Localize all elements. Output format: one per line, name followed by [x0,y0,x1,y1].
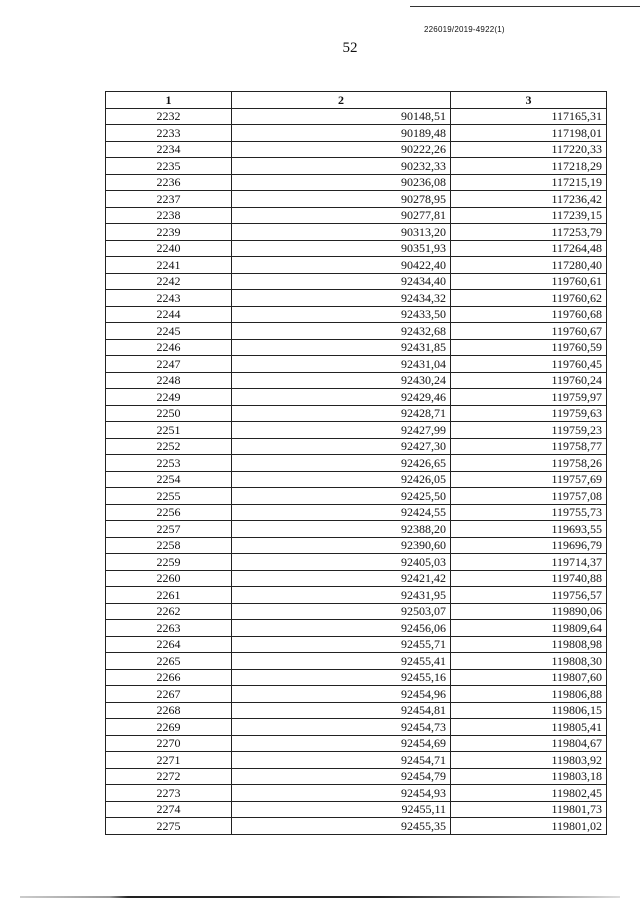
y-coordinate-cell: 119759,63 [451,405,607,422]
y-coordinate-cell: 119756,57 [451,587,607,604]
y-coordinate-cell: 119801,02 [451,818,607,835]
point-number-cell: 2252 [106,438,232,455]
y-coordinate-cell: 119759,97 [451,389,607,406]
table-row [106,438,607,455]
x-coordinate-cell: 92390,60 [232,537,451,554]
column-header-3: 3 [451,92,607,109]
table-row [106,339,607,356]
point-number-cell: 2250 [106,405,232,422]
x-coordinate-cell: 92434,40 [232,273,451,290]
y-coordinate-cell: 119760,62 [451,290,607,307]
y-coordinate-cell: 119808,30 [451,653,607,670]
x-coordinate-cell: 90422,40 [232,257,451,274]
x-coordinate-cell: 92431,04 [232,356,451,373]
table-row [106,521,607,538]
point-number-cell: 2274 [106,801,232,818]
table-row [106,818,607,835]
y-coordinate-cell: 119808,98 [451,636,607,653]
y-coordinate-cell: 119809,64 [451,620,607,637]
point-number-cell: 2234 [106,141,232,158]
x-coordinate-cell: 92421,42 [232,570,451,587]
x-coordinate-cell: 92434,32 [232,290,451,307]
y-coordinate-cell: 117253,79 [451,224,607,241]
x-coordinate-cell: 92428,71 [232,405,451,422]
document-id: 226019/2019-4922(1) [424,25,505,34]
x-coordinate-cell: 92429,46 [232,389,451,406]
point-number-cell: 2254 [106,471,232,488]
x-coordinate-cell: 90277,81 [232,207,451,224]
point-number-cell: 2260 [106,570,232,587]
column-header-2: 2 [232,92,451,109]
table-row [106,537,607,554]
x-coordinate-cell: 90236,08 [232,174,451,191]
table-row [106,488,607,505]
x-coordinate-cell: 92405,03 [232,554,451,571]
table-row [106,669,607,686]
y-coordinate-cell: 119807,60 [451,669,607,686]
x-coordinate-cell: 92454,69 [232,735,451,752]
point-number-cell: 2268 [106,702,232,719]
point-number-cell: 2253 [106,455,232,472]
point-number-cell: 2243 [106,290,232,307]
table-row [106,471,607,488]
y-coordinate-cell: 117198,01 [451,125,607,142]
table-row [106,273,607,290]
bottom-rule [20,896,620,898]
table-row [106,422,607,439]
y-coordinate-cell: 119760,68 [451,306,607,323]
y-coordinate-cell: 119801,73 [451,801,607,818]
point-number-cell: 2275 [106,818,232,835]
y-coordinate-cell: 119757,08 [451,488,607,505]
y-coordinate-cell: 117280,40 [451,257,607,274]
table-row [106,603,607,620]
table-row [106,290,607,307]
table-row [106,224,607,241]
point-number-cell: 2244 [106,306,232,323]
y-coordinate-cell: 119805,41 [451,719,607,736]
point-number-cell: 2247 [106,356,232,373]
table-row [106,653,607,670]
y-coordinate-cell: 119802,45 [451,785,607,802]
table-row [106,141,607,158]
table-row [106,372,607,389]
x-coordinate-cell: 92431,95 [232,587,451,604]
point-number-cell: 2272 [106,768,232,785]
table-row [106,785,607,802]
table-row [106,735,607,752]
x-coordinate-cell: 90351,93 [232,240,451,257]
y-coordinate-cell: 119757,69 [451,471,607,488]
point-number-cell: 2239 [106,224,232,241]
point-number-cell: 2261 [106,587,232,604]
point-number-cell: 2265 [106,653,232,670]
point-number-cell: 2251 [106,422,232,439]
page-number: 52 [342,40,358,56]
table-row [106,257,607,274]
x-coordinate-cell: 92426,65 [232,455,451,472]
x-coordinate-cell: 90222,26 [232,141,451,158]
table-row [106,768,607,785]
x-coordinate-cell: 92427,99 [232,422,451,439]
y-coordinate-cell: 119696,79 [451,537,607,554]
y-coordinate-cell: 119759,23 [451,422,607,439]
y-coordinate-cell: 119714,37 [451,554,607,571]
point-number-cell: 2255 [106,488,232,505]
x-coordinate-cell: 90313,20 [232,224,451,241]
point-number-cell: 2242 [106,273,232,290]
x-coordinate-cell: 92424,55 [232,504,451,521]
y-coordinate-cell: 119803,18 [451,768,607,785]
table-row [106,323,607,340]
x-coordinate-cell: 92455,71 [232,636,451,653]
table-row [106,306,607,323]
point-number-cell: 2245 [106,323,232,340]
point-number-cell: 2270 [106,735,232,752]
x-coordinate-cell: 92455,41 [232,653,451,670]
table-row [106,686,607,703]
x-coordinate-cell: 92454,79 [232,768,451,785]
table-row [106,158,607,175]
point-number-cell: 2271 [106,752,232,769]
table-row [106,389,607,406]
x-coordinate-cell: 90278,95 [232,191,451,208]
table-row [106,752,607,769]
table-body [106,108,607,834]
x-coordinate-cell: 90232,33 [232,158,451,175]
y-coordinate-cell: 119804,67 [451,735,607,752]
y-coordinate-cell: 117239,15 [451,207,607,224]
x-coordinate-cell: 92426,05 [232,471,451,488]
table-row [106,620,607,637]
table-row [106,504,607,521]
point-number-cell: 2263 [106,620,232,637]
x-coordinate-cell: 92454,93 [232,785,451,802]
x-coordinate-cell: 92456,06 [232,620,451,637]
table-row [106,570,607,587]
x-coordinate-cell: 92388,20 [232,521,451,538]
point-number-cell: 2266 [106,669,232,686]
y-coordinate-cell: 119760,45 [451,356,607,373]
x-coordinate-cell: 92425,50 [232,488,451,505]
y-coordinate-cell: 119890,06 [451,603,607,620]
x-coordinate-cell: 92455,16 [232,669,451,686]
y-coordinate-cell: 119758,26 [451,455,607,472]
point-number-cell: 2264 [106,636,232,653]
point-number-cell: 2240 [106,240,232,257]
x-coordinate-cell: 92454,71 [232,752,451,769]
table-row [106,240,607,257]
point-number-cell: 2249 [106,389,232,406]
point-number-cell: 2237 [106,191,232,208]
table-row [106,455,607,472]
y-coordinate-cell: 119760,67 [451,323,607,340]
point-number-cell: 2233 [106,125,232,142]
table-row [106,207,607,224]
table-row [106,356,607,373]
x-coordinate-cell: 92454,73 [232,719,451,736]
y-coordinate-cell: 119693,55 [451,521,607,538]
x-coordinate-cell: 90189,48 [232,125,451,142]
y-coordinate-cell: 119758,77 [451,438,607,455]
point-number-cell: 2235 [106,158,232,175]
x-coordinate-cell: 92430,24 [232,372,451,389]
table-header-row [106,92,607,109]
y-coordinate-cell: 117215,19 [451,174,607,191]
x-coordinate-cell: 92455,35 [232,818,451,835]
y-coordinate-cell: 117165,31 [451,108,607,125]
point-number-cell: 2269 [106,719,232,736]
table-row [106,801,607,818]
point-number-cell: 2273 [106,785,232,802]
point-number-cell: 2236 [106,174,232,191]
y-coordinate-cell: 119760,61 [451,273,607,290]
coordinates-table [105,91,607,835]
point-number-cell: 2246 [106,339,232,356]
y-coordinate-cell: 117264,48 [451,240,607,257]
point-number-cell: 2232 [106,108,232,125]
table-row [106,405,607,422]
y-coordinate-cell: 117220,33 [451,141,607,158]
column-header-1: 1 [106,92,232,109]
x-coordinate-cell: 92433,50 [232,306,451,323]
x-coordinate-cell: 92454,81 [232,702,451,719]
point-number-cell: 2267 [106,686,232,703]
table-row [106,636,607,653]
x-coordinate-cell: 92427,30 [232,438,451,455]
point-number-cell: 2258 [106,537,232,554]
x-coordinate-cell: 92432,68 [232,323,451,340]
y-coordinate-cell: 119806,15 [451,702,607,719]
x-coordinate-cell: 92454,96 [232,686,451,703]
x-coordinate-cell: 92455,11 [232,801,451,818]
point-number-cell: 2262 [106,603,232,620]
table-row [106,125,607,142]
y-coordinate-cell: 119803,92 [451,752,607,769]
point-number-cell: 2241 [106,257,232,274]
point-number-cell: 2248 [106,372,232,389]
x-coordinate-cell: 90148,51 [232,108,451,125]
table-row [106,191,607,208]
y-coordinate-cell: 119755,73 [451,504,607,521]
x-coordinate-cell: 92503,07 [232,603,451,620]
table-row [106,719,607,736]
table-row [106,554,607,571]
x-coordinate-cell: 92431,85 [232,339,451,356]
point-number-cell: 2256 [106,504,232,521]
table-row [106,702,607,719]
point-number-cell: 2259 [106,554,232,571]
table-row [106,108,607,125]
y-coordinate-cell: 119760,24 [451,372,607,389]
y-coordinate-cell: 119740,88 [451,570,607,587]
y-coordinate-cell: 119806,88 [451,686,607,703]
point-number-cell: 2238 [106,207,232,224]
y-coordinate-cell: 117236,42 [451,191,607,208]
y-coordinate-cell: 119760,59 [451,339,607,356]
table-row [106,587,607,604]
point-number-cell: 2257 [106,521,232,538]
top-rule [410,6,640,7]
y-coordinate-cell: 117218,29 [451,158,607,175]
table-row [106,174,607,191]
